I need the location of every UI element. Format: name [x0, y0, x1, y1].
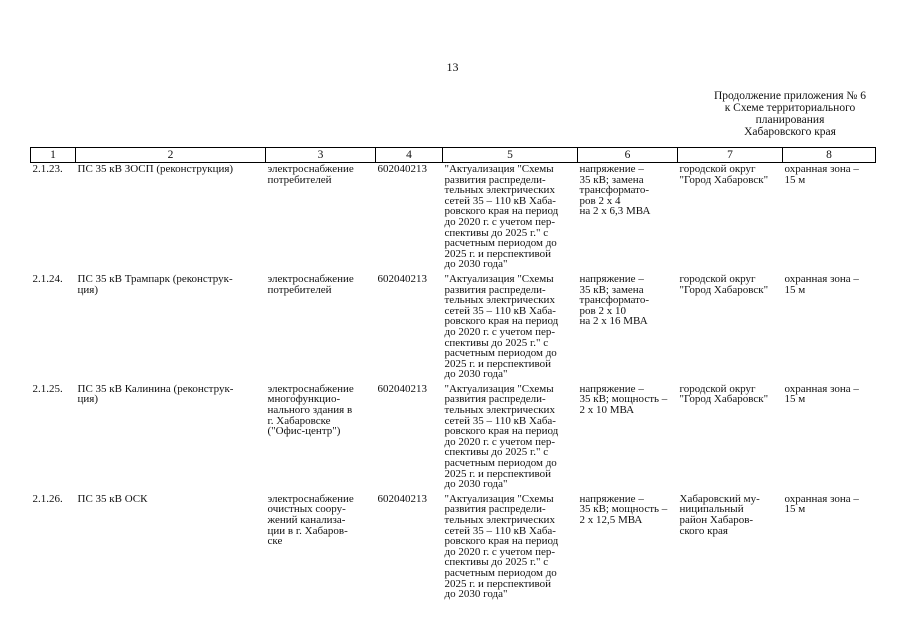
- column-header: 6: [578, 148, 678, 163]
- location: Хабаровский му- ниципальный район Хабаров- ского края: [679, 492, 760, 537]
- characteristics: напряжение – 35 кВ; мощность – 2 х 10 МВА: [579, 382, 668, 417]
- object-name: ПС 35 кВ Трампарк (реконструк- ция): [77, 272, 233, 296]
- table-header-row: [31, 148, 876, 163]
- column-header: 4: [376, 148, 443, 163]
- characteristics: напряжение – 35 кВ; замена трансформато- ров 2 х 4 на 2 х 6,3 МВА: [579, 163, 651, 218]
- appendix-line: планирования: [755, 114, 825, 126]
- characteristics: напряжение – 35 кВ; мощность – 2 х 12,5 МВА: [579, 492, 668, 526]
- appendix-line: Хабаровского края: [744, 126, 836, 138]
- purpose: электроснабжение многофункцио- нального здания в г. Хабаровске ("Офис-центр"): [267, 382, 354, 438]
- column-header: 1: [31, 148, 76, 163]
- column-header: 8: [783, 148, 876, 163]
- table-row: [31, 383, 876, 493]
- basis-document: "Актуализация "Схемы развития распредели- тельных электрических сетей 35 – 110 кВ Хаба- ровского края на период до 2020 г. с учетом пер- спективы до 2025 г." с расчетным периодом до 2025 г. и перспективой до 2030 года": [444, 492, 559, 601]
- location: городской округ "Город Хабаровск": [679, 382, 769, 406]
- protection-zone: охранная зона – 15 м: [784, 272, 859, 296]
- column-header: 5: [443, 148, 578, 163]
- code: 602040213: [377, 163, 427, 175]
- location: городской округ "Город Хабаровск": [679, 163, 769, 186]
- basis-document: "Актуализация "Схемы развития распредели- тельных электрических сетей 35 – 110 кВ Хаба- ровского края на период до 2020 г. с учетом пер- спективы до 2025 г." с расчетным периодом до 2025 г. и перспективой до 2030 года": [444, 163, 559, 271]
- column-header: 3: [266, 148, 376, 163]
- characteristics: напряжение – 35 кВ; замена трансформато- ров 2 х 10 на 2 х 16 МВА: [579, 272, 649, 328]
- row-number: 2.1.25.: [32, 382, 63, 395]
- purpose: электроснабжение потребителей: [267, 272, 354, 296]
- table-row: [31, 273, 876, 383]
- code: 602040213: [377, 492, 427, 505]
- table-row: [31, 493, 876, 603]
- protection-zone: охранная зона – 15 м: [784, 163, 859, 186]
- basis-document: "Актуализация "Схемы развития распредели- тельных электрических сетей 35 – 110 кВ Хаба- ровского края на период до 2020 г. с учетом пер- спективы до 2025 г." с расчетным периодом до 2025 г. и перспективой до 2030 года": [444, 382, 559, 491]
- code: 602040213: [377, 272, 427, 285]
- protection-zone: охранная зона – 15 м: [784, 382, 859, 406]
- page-number: 13: [446, 60, 459, 74]
- column-header: 2: [76, 148, 266, 163]
- row-number: 2.1.23.: [32, 163, 63, 175]
- purpose: электроснабжение потребителей: [267, 163, 354, 186]
- column-header: 7: [678, 148, 783, 163]
- appendix-header: [640, 90, 905, 138]
- appendix-line: к Схеме территориального: [724, 102, 856, 114]
- row-number: 2.1.26.: [32, 492, 63, 505]
- object-name: ПС 35 кВ Калинина (реконструк- ция): [77, 382, 234, 406]
- purpose: электроснабжение очистных соору- жений канализа- ции в г. Хабаров- ске: [267, 492, 354, 548]
- table-row: [31, 163, 876, 273]
- row-number: 2.1.24.: [32, 272, 63, 285]
- object-name: ПС 35 кВ ОСК: [77, 492, 148, 505]
- code: 602040213: [377, 382, 427, 395]
- appendix-line: Продолжение приложения № 6: [713, 90, 867, 102]
- object-name: ПС 35 кВ ЗОСП (реконструкция): [77, 163, 234, 175]
- infrastructure-table: [30, 147, 876, 603]
- location: городской округ "Город Хабаровск": [679, 272, 769, 296]
- basis-document: "Актуализация "Схемы развития распредели- тельных электрических сетей 35 – 110 кВ Хаба- ровского края на период до 2020 г. с учетом пер- спективы до 2025 г." с расчетным периодом до 2025 г. и перспективой до 2030 года": [444, 272, 559, 381]
- protection-zone: охранная зона – 15 м: [784, 492, 859, 516]
